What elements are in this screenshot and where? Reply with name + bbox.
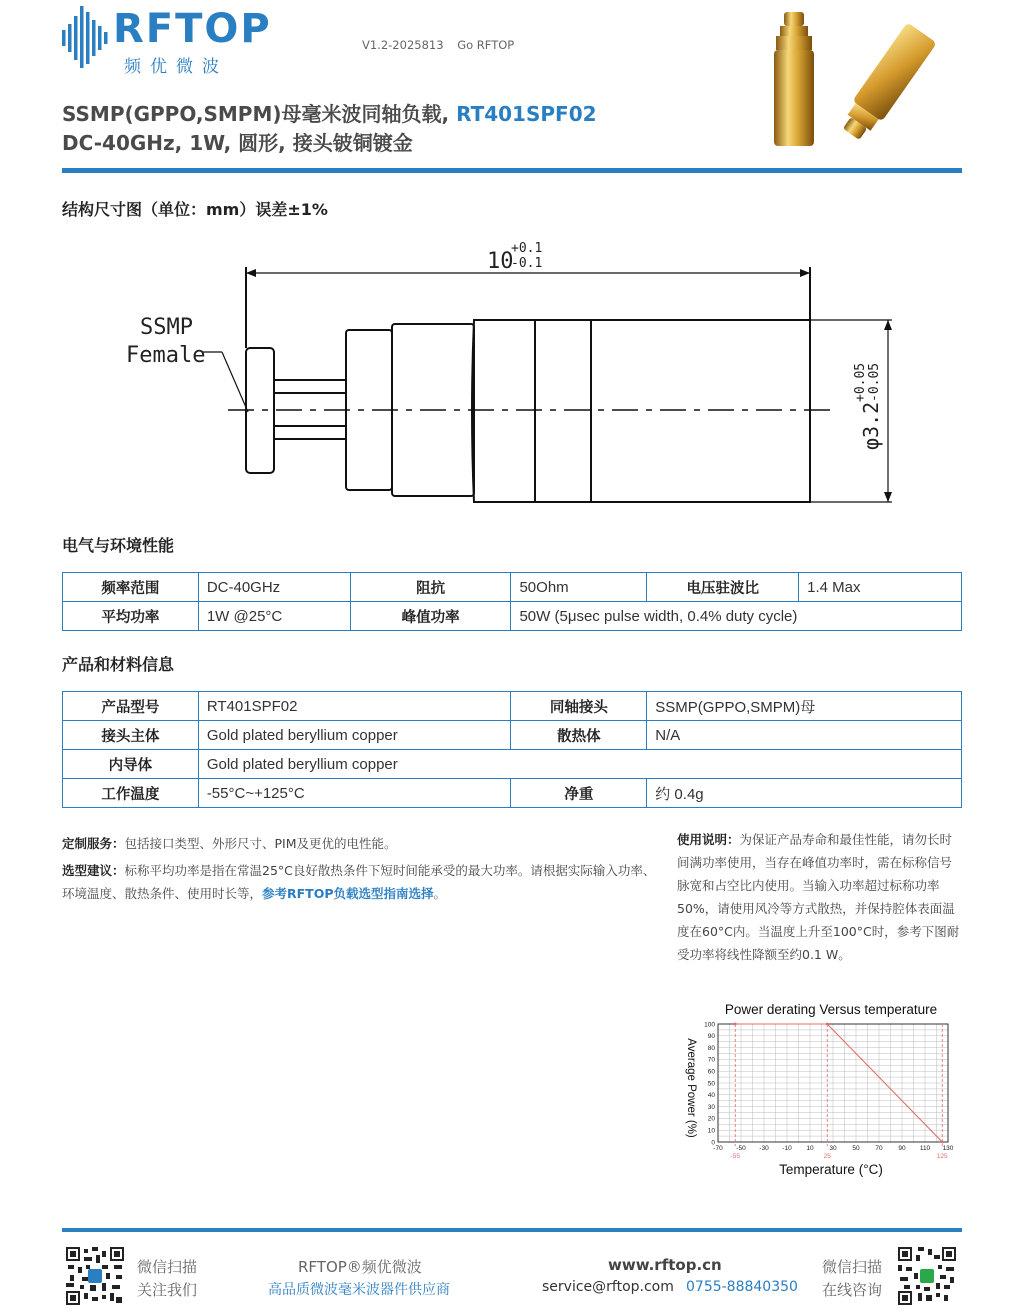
footer-email[interactable]: service@rftop.com <box>542 1279 674 1295</box>
length-nominal: 10 <box>487 249 514 274</box>
table-row <box>63 721 962 750</box>
x-tick-label: 110 <box>919 1145 931 1152</box>
chart-ylabel: Average Power (%) <box>685 1038 697 1138</box>
selection-label: 选型建议： <box>62 863 125 878</box>
body-label: 接头主体 <box>63 721 199 750</box>
vswr-label: 电压驻波比 <box>647 573 799 602</box>
x-tick-label: 90 <box>898 1145 906 1152</box>
x-tick-label: 10 <box>806 1145 814 1152</box>
usage-label: 使用说明： <box>677 832 740 847</box>
title-prefix: SSMP(GPPO,SMPM)母毫米波同轴负载, <box>62 102 457 126</box>
connector-label: 同轴接头 <box>511 692 647 721</box>
footer-phone: 0755-88840350 <box>686 1279 798 1295</box>
x-tick-label: -50 <box>736 1145 746 1152</box>
version-info <box>362 38 514 52</box>
x-tick-label: 70 <box>875 1145 883 1152</box>
chart-title: Power derating Versus temperature <box>724 1002 938 1017</box>
impedance-label: 阻抗 <box>350 573 511 602</box>
dimension-drawing <box>62 230 962 520</box>
table-row <box>63 602 962 631</box>
y-tick-label: 20 <box>707 1115 715 1123</box>
go-rftop-link[interactable]: Go RFTOP <box>457 38 515 52</box>
diameter-tol-minus: -0.05 <box>867 362 882 402</box>
table-row <box>63 750 962 779</box>
temp-label: 工作温度 <box>63 779 199 808</box>
freq-range-value: DC-40GHz <box>198 573 350 602</box>
y-tick-label: 100 <box>704 1021 715 1029</box>
derating-point <box>941 1141 944 1144</box>
header-divider <box>62 168 962 173</box>
model-label: 产品型号 <box>63 692 199 721</box>
y-tick-label: 80 <box>707 1044 715 1052</box>
logo-icon <box>62 4 112 70</box>
avg-power-label: 平均功率 <box>63 602 199 631</box>
custom-service-text: 包括接口类型、外形尺寸、PIM及更优的电性能。 <box>124 836 397 851</box>
vswr-value: 1.4 Max <box>799 573 962 602</box>
selection-text: 标称平均功率是指在常温25°C良好散热条件下短时间能承受的最大功率。请根据实际输入功率、环境温度、散热条件、使用时长等， <box>62 863 656 901</box>
temp-value: -55°C~+125°C <box>198 779 511 808</box>
footer-slogan: 高品质微波毫米波器件供应商 <box>268 1282 450 1298</box>
x-tick-label: -10 <box>782 1145 792 1152</box>
custom-service-label: 定制服务： <box>62 836 125 851</box>
chart-xlabel: Temperature (°C) <box>779 1162 883 1177</box>
inner-conductor-label: 内导体 <box>63 750 199 779</box>
y-tick-label: 30 <box>707 1103 715 1111</box>
length-tol-minus: -0.1 <box>511 256 543 271</box>
y-tick-label: 40 <box>707 1092 715 1100</box>
peak-power-value: 50W (5μsec pulse width, 0.4% duty cycle) <box>511 602 962 631</box>
usage-note <box>677 828 962 966</box>
table-row <box>63 692 962 721</box>
marker-label: 25 <box>823 1153 831 1160</box>
electrical-table <box>62 572 962 631</box>
derating-point <box>826 1023 829 1026</box>
logo-subtitle: 频优微波 <box>124 57 228 77</box>
y-tick-label: 10 <box>707 1127 715 1135</box>
x-tick-label: 50 <box>852 1145 860 1152</box>
table-row <box>63 573 962 602</box>
diameter-tol-plus: +0.05 <box>853 362 868 402</box>
selection-guide-link[interactable]: 参考RFTOP负载选型指南选择 <box>262 886 434 901</box>
heatsink-label: 散热体 <box>511 721 647 750</box>
y-tick-label: 0 <box>711 1139 715 1147</box>
impedance-value: 50Ohm <box>511 573 647 602</box>
heatsink-value: N/A <box>647 721 962 750</box>
freq-range-label: 频率范围 <box>63 573 199 602</box>
inner-conductor-value: Gold plated beryllium copper <box>198 750 961 779</box>
y-tick-label: 90 <box>707 1033 715 1041</box>
wechat-follow-line2: 关注我们 <box>137 1281 198 1299</box>
connector-value: SSMP(GPPO,SMPM)母 <box>647 692 962 721</box>
page-title <box>62 98 597 127</box>
wechat-consult-line2: 在线咨询 <box>822 1281 883 1299</box>
x-tick-label: -30 <box>759 1145 769 1152</box>
selection-end: 。 <box>433 886 447 901</box>
page-subtitle: DC-40GHz, 1W, 圆形, 接头铍铜镀金 <box>62 131 413 155</box>
footer-website[interactable]: www.rftop.cn <box>608 1256 722 1274</box>
diameter-nominal: φ3.2 <box>859 401 883 450</box>
product-table <box>62 691 962 808</box>
weight-label: 净重 <box>511 779 647 808</box>
x-tick-label: 130 <box>942 1145 954 1152</box>
electrical-heading: 电气与环境性能 <box>62 536 175 555</box>
version-number: V1.2-2025813 <box>362 38 444 52</box>
body-value: Gold plated beryllium copper <box>198 721 511 750</box>
wechat-follow-qr-icon <box>66 1247 124 1305</box>
selection-note <box>62 859 656 905</box>
wechat-follow-line1: 微信扫描 <box>137 1258 198 1276</box>
wechat-consult-qr-icon <box>898 1247 956 1305</box>
marker-label: -55 <box>730 1153 740 1160</box>
model-value: RT401SPF02 <box>198 692 511 721</box>
usage-text: 为保证产品寿命和最佳性能，请勿长时间满功率使用，当存在峰值功率时，需在标称信号脉宽和占空比内使用。当输入功率超过标称功率50%，请使用风冷等方式散热，并保持腔体表面温度在60°C内。当温度上升至100°C时，参考下图耐受功率将线性降额至约0.1 W。 <box>677 832 960 962</box>
avg-power-value: 1W @25°C <box>198 602 350 631</box>
part-number: RT401SPF02 <box>456 102 597 126</box>
footer-divider <box>62 1228 962 1232</box>
peak-power-label: 峰值功率 <box>350 602 511 631</box>
y-tick-label: 70 <box>707 1056 715 1064</box>
length-tol-plus: +0.1 <box>511 241 543 256</box>
x-tick-label: 30 <box>829 1145 837 1152</box>
table-row <box>63 779 962 808</box>
wechat-consult-line1: 微信扫描 <box>822 1258 883 1276</box>
weight-value: 约 0.4g <box>647 779 962 808</box>
y-tick-label: 50 <box>707 1080 715 1088</box>
connector-label-ssmp: SSMP <box>140 315 193 340</box>
marker-label: 125 <box>936 1153 948 1160</box>
power-derating-chart <box>676 998 966 1180</box>
connector-label-female: Female <box>126 343 206 368</box>
logo-text: RFTOP <box>113 6 272 52</box>
y-tick-label: 60 <box>707 1068 715 1076</box>
derating-point <box>734 1023 737 1026</box>
x-tick-label: -70 <box>713 1145 723 1152</box>
product-heading: 产品和材料信息 <box>62 655 175 674</box>
drawing-heading: 结构尺寸图（单位：mm）误差±1% <box>62 200 328 219</box>
footer-brand: RFTOP®频优微波 <box>298 1258 422 1276</box>
custom-service-note <box>62 832 656 855</box>
product-photo <box>762 4 962 160</box>
